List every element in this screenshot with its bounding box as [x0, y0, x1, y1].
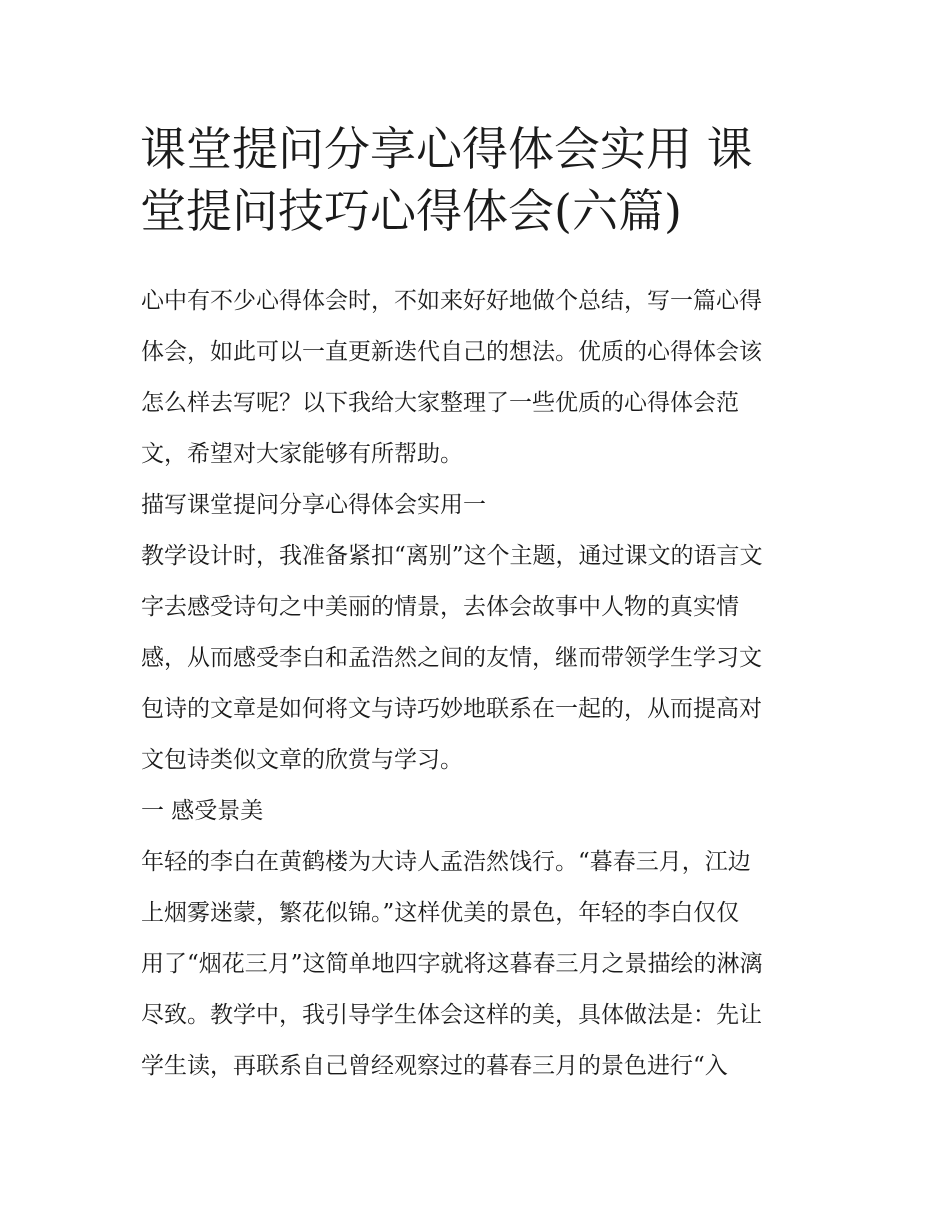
body-paragraph-line: 年轻的李白在黄鹤楼为大诗人孟浩然饯行。“暮春三月，江边 — [141, 849, 751, 875]
body-paragraph-line: 上烟雾迷蒙，繁花似锦。”这样优美的景色，年轻的李白仅仅 — [141, 900, 740, 926]
body-paragraph-line: 用了“烟花三月”这简单地四字就将这暮春三月之景描绘的淋漓 — [141, 951, 763, 977]
title-line: 课堂提问分享心得体会实用 课 — [140, 122, 753, 176]
section-heading: 描写课堂提问分享心得体会实用一 — [141, 492, 486, 518]
intro-paragraph-line: 文，希望对大家能够有所帮助。 — [141, 441, 463, 467]
body-paragraph-line: 字去感受诗句之中美丽的情景，去体会故事中人物的真实情 — [141, 594, 739, 620]
body-paragraph-line: 尽致。教学中，我引导学生体会这样的美，具体做法是：先让 — [141, 1002, 762, 1028]
intro-paragraph-line: 怎么样去写呢？以下我给大家整理了一些优质的心得体会范 — [141, 390, 739, 416]
document-title — [140, 118, 820, 242]
body-paragraph-line: 感，从而感受李白和孟浩然之间的友情，继而带领学生学习文 — [141, 645, 762, 671]
body-paragraph-line: 教学设计时，我准备紧扣“离别”这个主题，通过课文的语言文 — [141, 543, 763, 569]
intro-paragraph-line: 心中有不少心得体会时，不如来好好地做个总结，写一篇心得 — [141, 288, 762, 314]
intro-paragraph-line: 体会，如此可以一直更新迭代自己的想法。优质的心得体会该 — [141, 339, 762, 365]
subsection-heading: 一 感受景美 — [141, 798, 264, 824]
body-paragraph-line: 学生读，再联系自己曾经观察过的暮春三月的景色进行“入 — [141, 1053, 728, 1079]
title-line: 堂提问技巧心得体会(六篇) — [140, 184, 682, 238]
body-paragraph-line: 包诗的文章是如何将文与诗巧妙地联系在一起的，从而提高对 — [141, 696, 762, 722]
body-paragraph-line: 文包诗类似文章的欣赏与学习。 — [141, 747, 463, 773]
